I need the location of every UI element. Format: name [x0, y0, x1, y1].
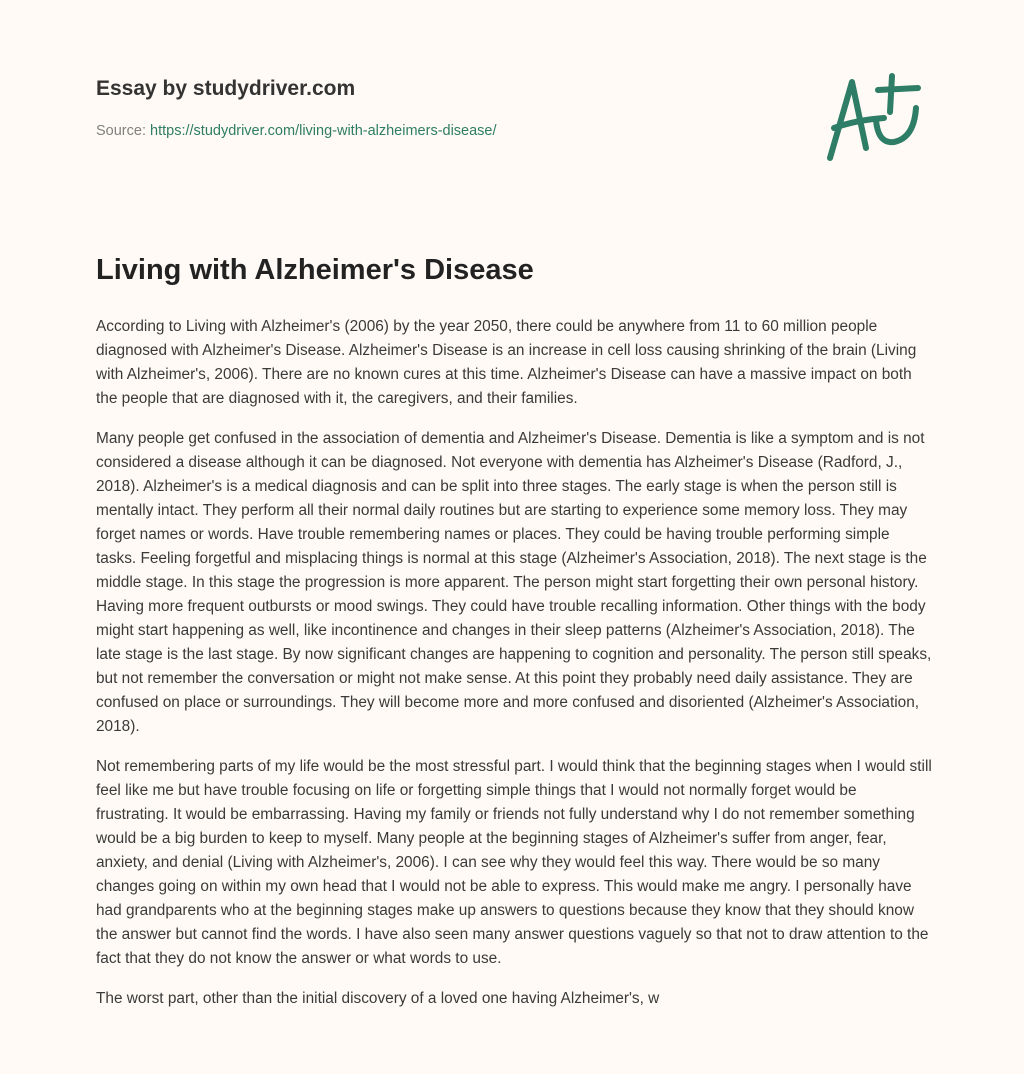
source-line [96, 123, 497, 139]
paragraph: The worst part, other than the initial discovery of a loved one having Alzheimer's, w [96, 990, 660, 1007]
source-label: Source: [96, 123, 146, 139]
paragraph: Many people get confused in the association of dementia and Alzheimer's Disease. Dementia is like a symptom and is not considered a disease although it can be diagnosed. Not everyone with dementia has Alzheimer's Disease (Radford, J., 2018). Alzheimer's is a medical diagnosis and can be split into three stages. The early stage is when the person still is mentally intact. They perform all their normal daily routines but are starting to experience some memory loss. They may forget names or words. Have trouble remembering names or places. They could be having trouble performing simple tasks. Feeling forgetful and misplacing things is normal at this stage (Alzheimer's Association, 2018). The next stage is the middle stage. In this stage the progression is more apparent. The person might start forgetting their own personal history. Having more frequent outbursts or mood swings. They could have trouble recalling information. Other things with the body might start happening as well, like incontinence and changes in their sleep patterns (Alzheimer's Association, 2018). The late stage is the last stage. By now significant changes are happening to cognition and personality. The person still speaks, but not remember the conversation or might not make sense. At this point they probably need daily assistance. They are confused on place or surroundings. They will become more and more confused and disoriented (Alzheimer's Association, 2018). [96, 430, 932, 735]
paragraph: According to Living with Alzheimer's (2006) by the year 2050, there could be anywhere from 11 to 60 million people diagnosed with Alzheimer's Disease. Alzheimer's Disease is an increase in cell loss causing shrinking of the brain (Living with Alzheimer's, 2006). There are no known cures at this time. Alzheimer's Disease can have a massive impact on both the people that are diagnosed with it, the caregivers, and their families. [96, 318, 917, 407]
article-body [96, 315, 932, 1027]
source-link[interactable]: https://studydriver.com/living-with-alzheimers-disease/ [150, 123, 497, 139]
a-plus-logo-icon [822, 68, 926, 164]
paragraph: Not remembering parts of my life would be the most stressful part. I would think that the beginning stages when I would still feel like me but have trouble focusing on life or forgetting simple things that I would not normally forget would be frustrating. It would be embarrassing. Having my family or friends not fully understand why I do not remember something would be a big burden to keep to myself. Many people at the beginning stages of Alzheimer's suffer from anger, fear, anxiety, and denial (Living with Alzheimer's, 2006). I can see why they would feel this way. There would be so many changes going on within my own head that I would not be able to express. This would make me angry. I personally have had grandparents who at the beginning stages make up answers to questions because they know that they should know the answer but cannot find the words. I have also seen many answer questions vaguely so that not to draw attention to the fact that they do not know the answer or what words to use. [96, 758, 932, 967]
site-brand: Essay by studydriver.com [96, 77, 356, 100]
article-title: Living with Alzheimer's Disease [96, 254, 534, 286]
